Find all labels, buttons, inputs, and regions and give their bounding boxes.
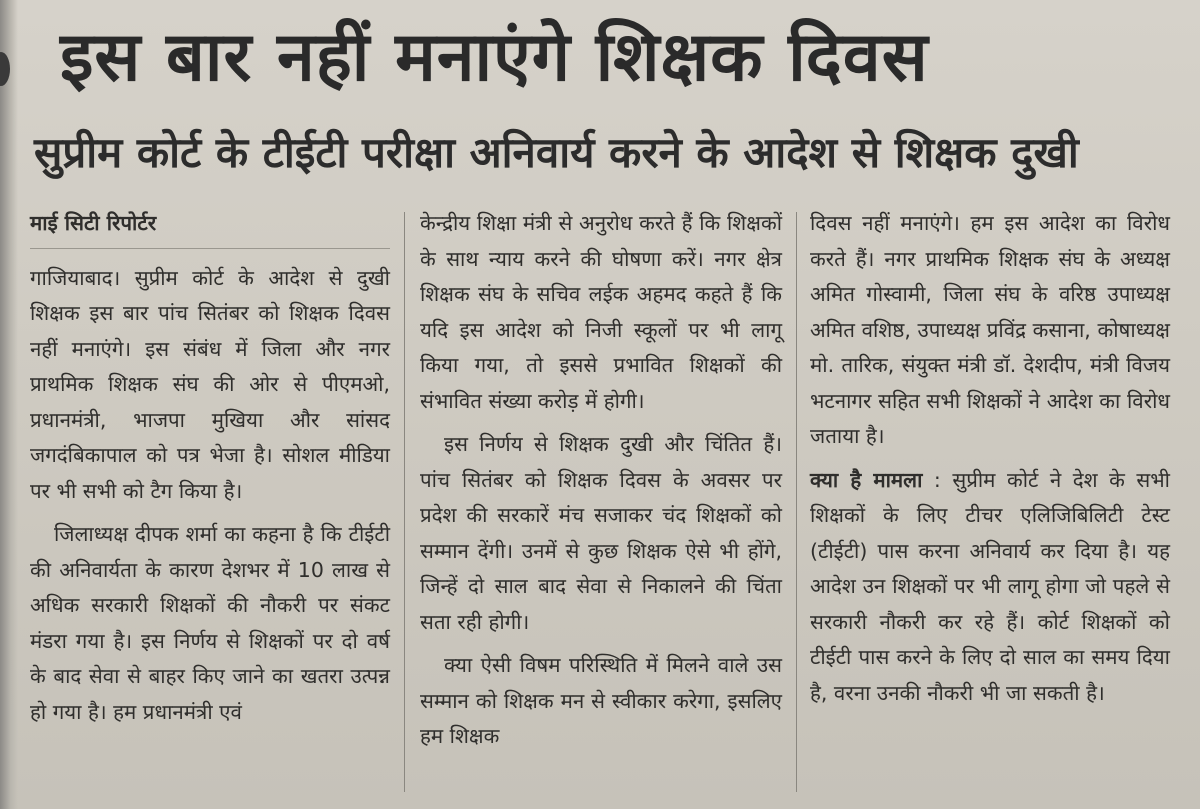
column-divider-1 [404, 212, 405, 792]
article-column-2 [420, 206, 782, 763]
section-lead: क्या है मामला [810, 467, 923, 492]
byline: माई सिटी रिपोर्टर [30, 211, 157, 235]
page-binding-shadow [0, 0, 18, 809]
column-divider-2 [796, 212, 797, 792]
column2-paragraph-2: इस निर्णय से शिक्षक दुखी और चिंतित हैं। पांच सितंबर को शिक्षक दिवस के अवसर पर प्रदेश की सरकारें मंच सजाकर चंद शिक्षकों को सम्मान देंगी। उनमें से कुछ शिक्षक ऐसे भी होंगे, जिन्हें दो साल बाद सेवा से निकालने की चिंता सता रही होगी। [420, 432, 782, 634]
column3-paragraph-2-text: : सुप्रीम कोर्ट ने देश के सभी शिक्षकों के लिए टीचर एलिजिबिलिटी टेस्ट (टीईटी) पास करना अनिवार्य कर दिया है। यह आदेश उन शिक्षकों पर भी लागू होगा जो पहले से सरकारी नौकरी कर रहे हैं। कोर्ट शिक्षकों को टीईटी पास करने के लिए दो साल का समय दिया है, वरना उनकी नौकरी भी जा सकती है। [810, 467, 1170, 705]
column1-paragraph-1: गाजियाबाद। सुप्रीम कोर्ट के आदेश से दुखी शिक्षक इस बार पांच सितंबर को शिक्षक दिवस नहीं मनाएंगे। इस संबंध में जिला और नगर प्राथमिक शिक्षक संघ की ओर से पीएमओ, प्रधानमंत्री, भाजपा मुखिया और सांसद जगदंबिकापाल को पत्र भेजा है। सोशल मीडिया पर भी सभी को टैग किया है। [30, 265, 390, 503]
column2-paragraph-1: केन्द्रीय शिक्षा मंत्री से अनुरोध करते हैं कि शिक्षकों के साथ न्याय करने की घोषणा करें। नगर क्षेत्र शिक्षक संघ के सचिव लईक अहमद कहते हैं कि यदि इस आदेश को निजी स्कूलों पर भी लागू किया गया, तो इससे प्रभावित शिक्षकों की संभावित संख्या करोड़ में होगी। [420, 211, 782, 413]
byline-rule [30, 248, 390, 249]
article-column-3 [810, 206, 1170, 719]
headline: इस बार नहीं मनाएंगे शिक्षक दिवस [60, 18, 929, 97]
subheadline: सुप्रीम कोर्ट के टीईटी परीक्षा अनिवार्य करने के आदेश से शिक्षक दुखी [34, 128, 1079, 177]
column1-paragraph-2: जिलाध्यक्ष दीपक शर्मा का कहना है कि टीईटी की अनिवार्यता के कारण देशभर में 10 लाख से अधिक सरकारी शिक्षकों की नौकरी पर संकट मंडरा गया है। इस निर्णय से शिक्षकों पर दो वर्ष के बाद सेवा से बाहर किए जाने का खतरा उत्पन्न हो गया है। हम प्रधानमंत्री एवं [30, 522, 390, 724]
column3-paragraph-2 [810, 463, 1170, 712]
article-column-1 [30, 206, 390, 738]
column2-paragraph-3: क्या ऐसी विषम परिस्थिति में मिलने वाले उस सम्मान को शिक्षक मन से स्वीकार करेगा, इसलिए हम शिक्षक [420, 653, 782, 748]
column3-paragraph-1: दिवस नहीं मनाएंगे। हम इस आदेश का विरोध करते हैं। नगर प्राथमिक शिक्षक संघ के अध्यक्ष अमित गोस्वामी, जिला संघ के वरिष्ठ उपाध्यक्ष अमित वशिष्ठ, उपाध्यक्ष प्रविंद्र कसाना, कोषाध्यक्ष मो. तारिक, संयुक्त मंत्री डॉ. देशदीप, मंत्री विजय भटनागर सहित सभी शिक्षकों ने आदेश का विरोध जताया है। [810, 211, 1170, 448]
